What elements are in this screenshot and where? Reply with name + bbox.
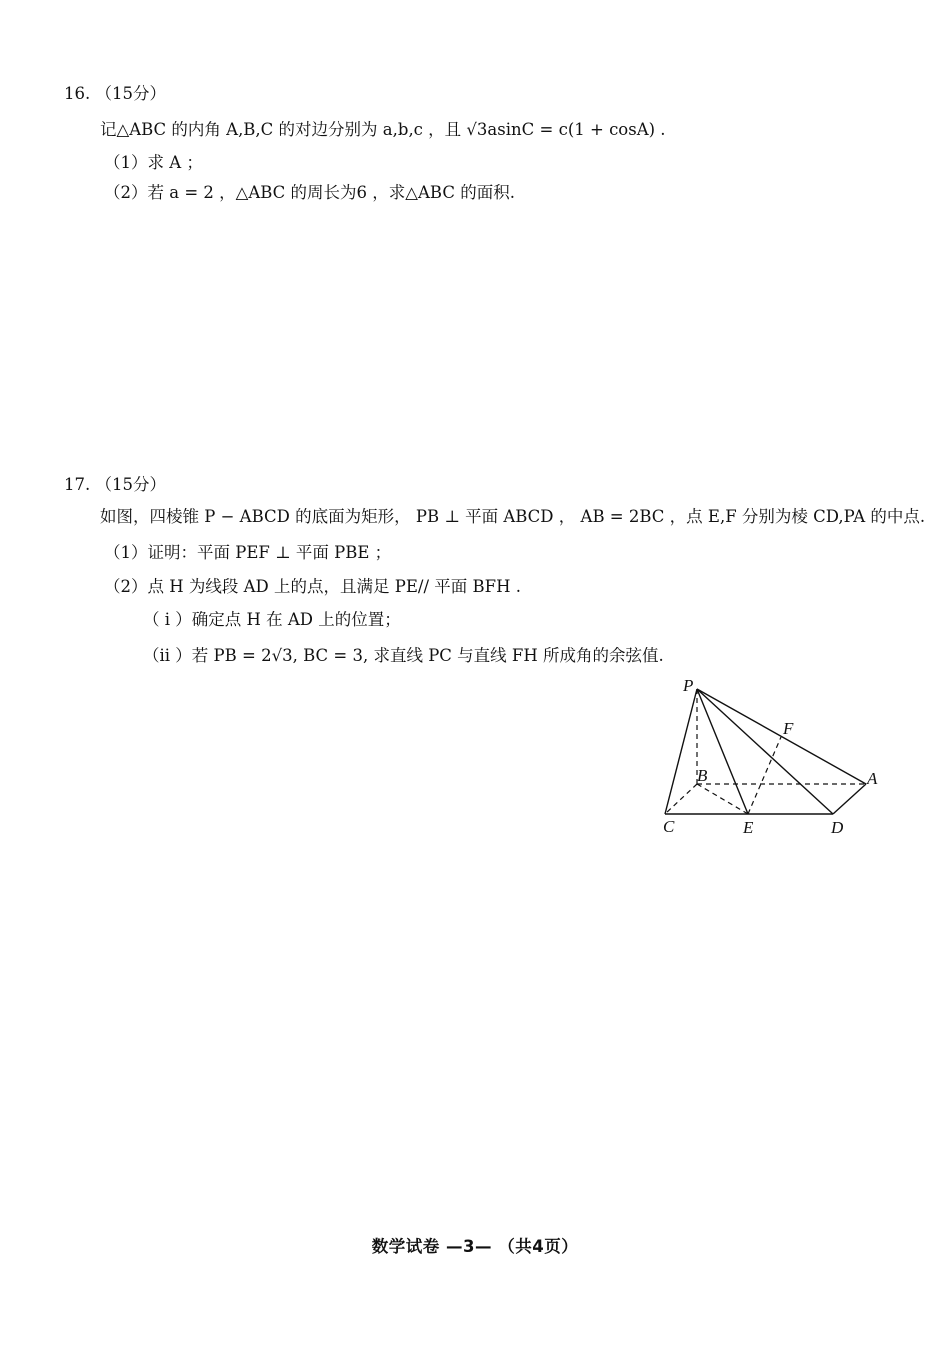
label-E: E xyxy=(743,818,754,837)
problem-17-part-2: （2）点 H 为线段 AD 上的点，且满足 PE// 平面 BFH . xyxy=(104,577,521,596)
problem-16-part-1: （1）求 A ； xyxy=(104,153,203,172)
label-C: C xyxy=(663,817,675,836)
problem-17-part-2-ii: （ii ）若 PB = 2√3, BC = 3, 求直线 PC 与直线 FH 所成角的余弦值. xyxy=(143,646,664,665)
pyramid-figure xyxy=(655,673,890,843)
problem-16-part-2: （2）若 a = 2 ，△ABC 的周长为6 ，求△ABC 的面积. xyxy=(104,183,515,202)
solid-edges xyxy=(665,689,866,814)
problem-16-header: 16. （15分） xyxy=(64,84,166,103)
label-B: B xyxy=(697,766,708,785)
problem-17-statement: 如图，四棱锥 P − ABCD 的底面为矩形， PB ⊥ 平面 ABCD ， AB = 2BC ，点 E,F 分别为棱 CD,PA 的中点. xyxy=(100,507,926,526)
label-F: F xyxy=(783,719,794,738)
edge-PA xyxy=(697,689,866,784)
edge-DA xyxy=(833,784,866,814)
edge-PE xyxy=(697,689,748,814)
label-P: P xyxy=(683,676,694,695)
edge-BC xyxy=(665,784,697,814)
edge-PC xyxy=(665,689,697,814)
edge-PD xyxy=(697,689,833,814)
problem-17-part-1: （1）证明：平面 PEF ⊥ 平面 PBE ； xyxy=(104,543,392,562)
edge-BE xyxy=(697,784,748,814)
problem-17-header: 17. （15分） xyxy=(64,475,166,494)
edge-EF xyxy=(748,737,781,814)
label-A: A xyxy=(867,769,878,788)
label-D: D xyxy=(831,818,844,837)
problem-17-part-2-i: （ i ）确定点 H 在 AD 上的位置； xyxy=(143,610,401,629)
problem-16-statement: 记△ABC 的内角 A,B,C 的对边分别为 a,b,c ，且 √3asinC = c(1 + cosA) . xyxy=(100,120,666,139)
page-footer: 数学试卷 —3— （共4页） xyxy=(371,1237,579,1256)
